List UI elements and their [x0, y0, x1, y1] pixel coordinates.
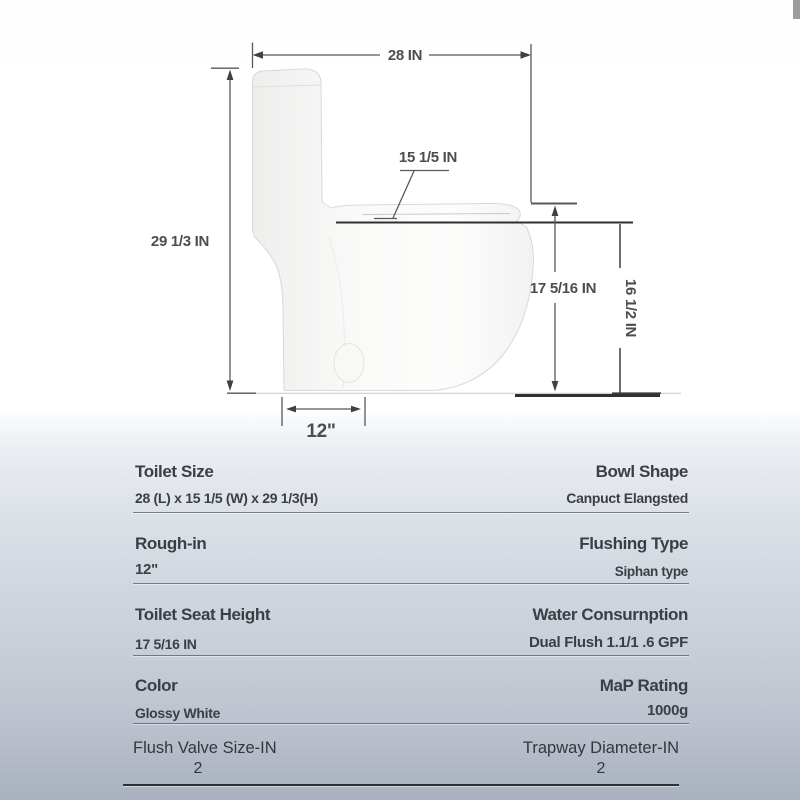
- dim-rough-in-label: 12": [306, 421, 336, 442]
- row-divider: [133, 723, 689, 724]
- toilet-body: [253, 69, 534, 391]
- arrowhead-left-icon: [286, 406, 296, 413]
- spec-label-rough-in: Rough-in: [135, 534, 207, 553]
- spec-value-map-rating: 1000g: [646, 702, 688, 719]
- spec-label-map-rating: MaP Rating: [599, 676, 688, 695]
- spec-label-toilet-seat-height: Toilet Seat Height: [135, 605, 271, 624]
- spec-value-bowl-shape: Canpuct Elangsted: [566, 490, 688, 506]
- spec-value-flush-valve-size: 2: [193, 760, 203, 777]
- row-divider: [133, 512, 689, 513]
- arrowhead-up-icon: [227, 70, 234, 81]
- dim-seat-height: [552, 206, 559, 392]
- dim-overall-height-label: 29 1/3 IN: [150, 233, 210, 250]
- arrowhead-up-icon: [552, 206, 559, 217]
- spec-value-color: Glossy White: [135, 705, 221, 721]
- trap-cap: [334, 344, 364, 383]
- dim-overall-height: [211, 68, 256, 393]
- row-divider-bottom: [123, 784, 679, 786]
- toilet-side-view: [253, 69, 634, 391]
- spec-label-bowl-shape: Bowl Shape: [595, 462, 688, 481]
- spec-label-trapway-diameter: Trapway Diameter-IN: [522, 739, 680, 757]
- arrowhead-down-icon: [227, 381, 234, 392]
- spec-label-toilet-size: Toilet Size: [135, 462, 214, 481]
- spec-value-rough-in: 12": [135, 561, 158, 578]
- spec-value-toilet-size: 28 (L) x 15 1/5 (W) x 29 1/3(H): [135, 490, 318, 506]
- spec-label-color: Color: [135, 676, 178, 695]
- arrowhead-down-icon: [552, 381, 559, 392]
- dim-overall-width-label: 28 IN: [387, 47, 423, 64]
- spec-value-water-consumption: Dual Flush 1.1/1 .6 GPF: [529, 634, 688, 651]
- spec-value-trapway-diameter: 2: [596, 760, 606, 777]
- spec-label-flushing-type: Flushing Type: [579, 534, 688, 553]
- spec-label-water-consumption: Water Consurnption: [532, 605, 688, 624]
- arrowhead-left-icon: [253, 51, 264, 59]
- dim-rim-height-label: 16 1/2 IN: [622, 278, 639, 338]
- spec-value-flushing-type: Siphan type: [614, 564, 688, 579]
- row-divider: [133, 655, 689, 656]
- row-divider: [133, 583, 689, 584]
- spec-value-toilet-seat-height: 17 5/16 IN: [135, 636, 197, 652]
- arrowhead-right-icon: [351, 406, 361, 413]
- spec-label-flush-valve-size: Flush Valve Size-IN: [133, 739, 277, 757]
- dim-seat-height-label: 17 5/16 IN: [529, 280, 597, 297]
- arrowhead-right-icon: [521, 51, 532, 59]
- dim-seat-length-label: 15 1/5 IN: [398, 149, 458, 166]
